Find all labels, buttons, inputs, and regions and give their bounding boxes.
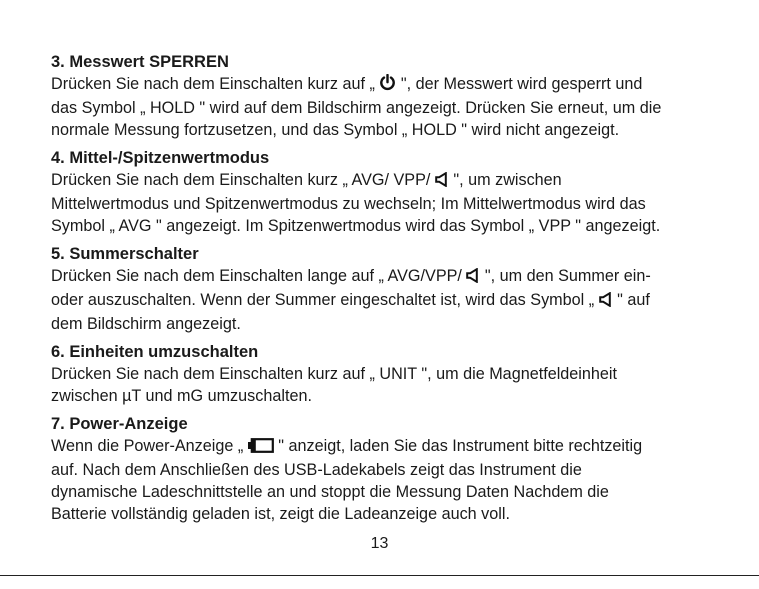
- text-fragment: normale Messung fortzusetzen, und das Symbol „ HOLD " wird nicht angezeigt.: [51, 121, 620, 139]
- section-heading: 5. Summerschalter: [51, 245, 199, 263]
- text-fragment: Batterie vollständig geladen ist, zeigt die Ladeanzeige auch voll.: [51, 505, 510, 523]
- text-line: [51, 459, 731, 481]
- text-line: [51, 481, 731, 503]
- page-number: 13: [370, 535, 389, 552]
- text-fragment: ", um den Summer ein-: [480, 267, 651, 285]
- text-line: [51, 265, 731, 289]
- battery-icon: [248, 437, 274, 459]
- section-heading: 4. Mittel-/Spitzenwertmodus: [51, 149, 270, 167]
- text-line: [51, 503, 731, 525]
- section-heading: 7. Power-Anzeige: [51, 415, 188, 433]
- section: [51, 413, 731, 525]
- text-line: [51, 289, 731, 313]
- text-line: [51, 215, 731, 237]
- text-fragment: Drücken Sie nach dem Einschalten kurz auf „ UNIT ", um die Magnetfeldeinheit: [51, 365, 617, 383]
- section-heading: 6. Einheiten umzuschalten: [51, 343, 259, 361]
- text-line: [51, 435, 731, 459]
- section: [51, 51, 731, 141]
- text-line: [51, 193, 731, 215]
- manual-page: [51, 51, 731, 531]
- text-line: [51, 97, 731, 119]
- text-fragment: Wenn die Power-Anzeige „: [51, 437, 248, 455]
- bottom-rule: [0, 575, 759, 576]
- text-fragment: auf. Nach dem Anschließen des USB-Ladekabels zeigt das Instrument die: [51, 461, 582, 479]
- text-line: [51, 119, 731, 141]
- text-line: [51, 363, 731, 385]
- text-fragment: Drücken Sie nach dem Einschalten lange auf „ AVG/VPP/: [51, 267, 467, 285]
- power-icon: [379, 74, 396, 97]
- section-heading: 3. Messwert SPERREN: [51, 53, 229, 71]
- text-fragment: " anzeigt, laden Sie das Instrument bitte rechtzeitig: [273, 437, 643, 455]
- text-fragment: dynamische Ladeschnittstelle an und stoppt die Messung Daten Nachdem die: [51, 483, 609, 501]
- speaker-icon: [599, 291, 613, 313]
- text-line: [51, 73, 731, 97]
- text-fragment: Drücken Sie nach dem Einschalten kurz auf „: [51, 75, 380, 93]
- text-line: [51, 169, 731, 193]
- text-fragment: das Symbol „ HOLD " wird auf dem Bildschirm angezeigt. Drücken Sie erneut, um die: [51, 99, 662, 117]
- text-fragment: Symbol „ AVG " angezeigt. Im Spitzenwertmodus wird das Symbol „ VPP " angezeigt.: [51, 217, 661, 235]
- text-line: [51, 385, 731, 407]
- text-line: [51, 313, 731, 335]
- text-fragment: dem Bildschirm angezeigt.: [51, 315, 241, 333]
- section: [51, 147, 731, 237]
- text-fragment: ", um zwischen: [448, 171, 562, 189]
- speaker-icon: [466, 267, 480, 289]
- section: [51, 243, 731, 335]
- text-fragment: oder auszuschalten. Wenn der Summer eingeschaltet ist, wird das Symbol „: [51, 291, 599, 309]
- speaker-icon: [435, 171, 449, 193]
- text-fragment: " auf: [612, 291, 650, 309]
- section: [51, 341, 731, 407]
- text-fragment: ", der Messwert wird gesperrt und: [396, 75, 643, 93]
- text-fragment: Mittelwertmodus und Spitzenwertmodus zu wechseln; Im Mittelwertmodus wird das: [51, 195, 646, 213]
- text-fragment: zwischen µT und mG umzuschalten.: [51, 387, 312, 405]
- text-fragment: Drücken Sie nach dem Einschalten kurz „ AVG/ VPP/: [51, 171, 435, 189]
